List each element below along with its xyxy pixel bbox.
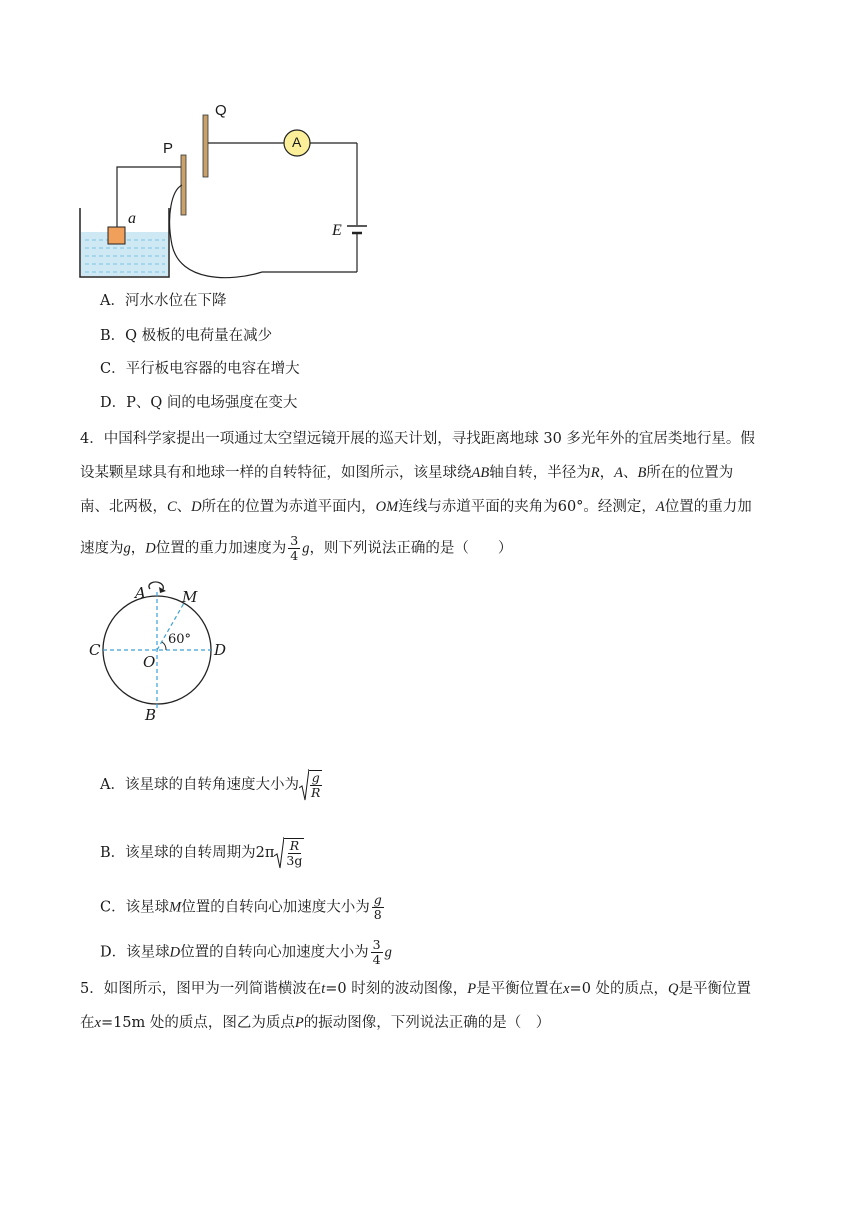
fraction-3-over-4: $\frac{3}{4}$ <box>372 937 381 967</box>
fraction-g-over-8: $\frac{g}{8}$ <box>373 892 382 922</box>
planet-label-b: B <box>145 706 157 724</box>
q3-option-c: C．平行板电容器的电容在增大 <box>100 361 300 377</box>
label-p: P <box>163 140 174 157</box>
q4-option-c: C．该星球M位置的自转向心加速度大小为 $\frac{g}{8}$ <box>100 892 382 922</box>
planet-label-d: D <box>214 641 227 659</box>
q4-line-1: 4．中国科学家提出一项通过太空望远镜开展的巡天计划，寻找距离地球 30 多光年外的宜居类地行星。假 <box>80 431 755 447</box>
angle-arc <box>162 642 166 650</box>
rotation-arrowhead <box>159 587 166 593</box>
wire-float-to-p <box>117 167 182 227</box>
q3-option-d: D．P、Q 间的电场强度在变大 <box>100 395 298 411</box>
sqrt-g-over-r: $\frac{g}{R}$ <box>299 768 322 802</box>
float-label: a <box>128 210 136 227</box>
q4-option-b: B．该星球的自转周期为2π $\frac{R}{3g}$ <box>100 838 303 868</box>
planet-label-m: M <box>182 588 198 606</box>
circuit-figure <box>75 100 375 280</box>
q4-line-4: 速度为g，D位置的重力加速度为 $\frac{3}{4}$ g，则下列说法正确的是（ ） <box>80 533 513 563</box>
ammeter-label: A <box>292 134 302 150</box>
q4-option-d: D．该星球D位置的自转向心加速度大小为 $\frac{3}{4}$ g <box>100 937 392 967</box>
angle-label: 60° <box>168 632 192 647</box>
fraction-three-quarters: $\frac{3}{4}$ <box>290 533 299 563</box>
q3-option-a: A．河水水位在下降 <box>100 293 227 309</box>
sqrt-r-over-3g: $\frac{R}{3g}$ <box>274 836 304 870</box>
battery-label: E <box>332 222 342 239</box>
label-q: Q <box>215 102 227 119</box>
q3-option-b: B．Q 极板的电荷量在减少 <box>100 328 273 344</box>
q4-line-2: 设某颗星球具有和地球一样的自转特征，如图所示，该星球绕AB轴自转，半径为R，A、B所在的位置为 <box>80 465 734 481</box>
float-block <box>108 227 125 244</box>
q4-option-a: A．该星球的自转角速度大小为 $\frac{g}{R}$ <box>100 770 321 800</box>
planet-label-c: C <box>89 641 101 659</box>
q5-line-2: 在x=15m 处的质点，图乙为质点P的振动图像，下列说法正确的是（ ） <box>80 1015 551 1031</box>
q5-line-1: 5．如图所示，图甲为一列简谐横波在t=0 时刻的波动图像，P是平衡位置在x=0 处的质点，Q是平衡位置 <box>80 981 752 997</box>
planet-label-o: O <box>143 653 156 671</box>
plate-q <box>203 115 208 177</box>
q4-line-3: 南、北两极，C、D所在的位置为赤道平面内，OM连线与赤道平面的夹角为60°。经测定，A位置的重力加 <box>80 499 752 515</box>
planet-label-a: A <box>135 584 146 602</box>
